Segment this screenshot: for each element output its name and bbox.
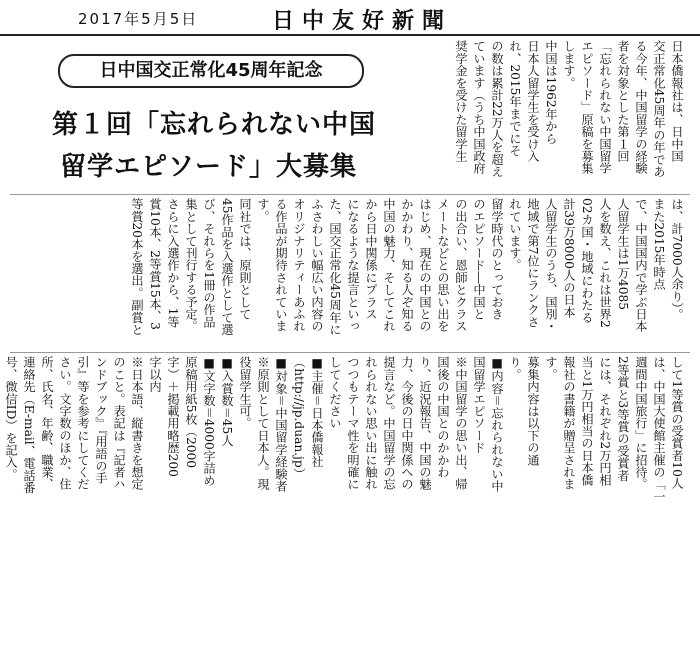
article-column: る作品が期待されていま	[274, 198, 288, 333]
article-column: になるような提言といっ	[346, 198, 360, 333]
article-column: ふさわしい幅広い内容の	[310, 198, 324, 333]
article-column: の出合い、恩師とクラス	[454, 198, 468, 333]
article-column: 中国の魅力、そしてこれ	[382, 198, 396, 333]
article-column: す。	[544, 356, 558, 381]
article-column: から日中関係にプラス	[364, 198, 378, 320]
article-column: れられない思い出に触れ	[364, 356, 378, 491]
article-column: 力、今後の日中関係への	[400, 356, 414, 491]
article-column: 引』等を参考にしてくだ	[76, 356, 90, 491]
article-column: は、中国大使館主催の「一	[652, 356, 666, 503]
article-column: 週間中国旅行」に招待。	[634, 356, 648, 491]
article-column: 報社の書籍が贈呈されま	[562, 356, 576, 491]
article-column: 提言など。中国留学の忘	[382, 356, 396, 491]
article-column: のこと。表記は『記者ハ	[112, 356, 126, 491]
article-column: 日本僑報社は、日中国	[670, 40, 684, 162]
article-column: で、中国国内で学ぶ日本	[634, 198, 648, 333]
article-column: ■文字数＝4000字詰め	[202, 356, 216, 487]
article-middle-columns	[1, 198, 686, 348]
article-column: れ、2015年までにそ	[508, 40, 522, 157]
article-column: り、近況報告、中国の魅	[418, 356, 432, 491]
article-column: 字以内	[148, 356, 162, 393]
article-column: ■内容＝忘れられない中	[490, 356, 504, 492]
article-column: 役留学生可。	[238, 356, 252, 430]
article-column: ■入賞数＝45人	[220, 356, 234, 447]
article-column: 集として刊行する予定。	[184, 198, 198, 333]
article-column: します。	[562, 40, 576, 89]
article-column: は、計7000人余り）。	[670, 198, 684, 321]
article-column: ※原則として日本人。現	[256, 356, 270, 491]
article-column: つつもテーマ性を明確に	[346, 356, 360, 491]
article-column: 等賞20本を選出。副賞と	[130, 198, 144, 336]
masthead	[0, 0, 700, 36]
article-column: 人留学生は1万4085	[616, 198, 630, 310]
article-column: す。	[256, 198, 270, 223]
article-column: さらに入選作から、1等	[166, 198, 180, 328]
article-column: はじめ、現在の中国との	[418, 198, 432, 333]
article-column: 募集内容は以下の通	[526, 356, 540, 466]
article-column: ※日本語、縦書きを想定	[130, 356, 144, 491]
article-column: 奨学金を受けた留学生	[454, 40, 468, 162]
row-divider	[10, 352, 690, 353]
article-column: 45作品を入選作として選	[220, 198, 234, 336]
article-column: 当と1万円相当の日本僑	[580, 356, 594, 486]
article-column: び、それらを1冊の作品	[202, 198, 216, 328]
headline-title-line2: 留学エピソード」大募集	[60, 152, 358, 182]
article-column: かかわり、知る人ぞ知る	[400, 198, 414, 333]
article-column: 人を数え、これは世界2	[598, 198, 612, 328]
article-column: のエピソード―中国と	[472, 198, 486, 320]
article-column: 中国は1962年から	[544, 40, 558, 145]
article-column: 同社では、原則として	[238, 198, 252, 320]
article-column: 国留学エピソード	[472, 356, 486, 454]
article-column: 地域で第7位にランクさ	[526, 198, 540, 328]
article-column: る今年、中国留学の経験	[634, 40, 648, 175]
article-column: してください	[328, 356, 342, 430]
article-column: には、それぞれ2万円相	[598, 356, 612, 486]
headline-title-line1: 第１回「忘れられない中国	[52, 110, 377, 140]
issue-date: 2017年5月5日	[78, 10, 199, 28]
article-column: の数は累計22万人を超え	[490, 40, 504, 178]
article-column: また2015年時点	[652, 198, 666, 291]
article-bottom-columns	[1, 356, 686, 636]
article-column: さい。文字数のほか、住	[58, 356, 72, 491]
article-column: 2等賞と3等賞の受賞者	[616, 356, 630, 482]
article-column: 所、氏名、年齢、職業、	[40, 356, 54, 491]
article-column: た、国交正常化45周年に	[328, 198, 342, 336]
article-column: ています（うち中国政府	[472, 40, 486, 175]
article-column: れています。	[508, 198, 522, 272]
article-column: 交正常化45周年の年であ	[652, 40, 666, 178]
article-column: 者を対象とした第１回	[616, 40, 630, 162]
article-column: 日本人留学生を受け入	[526, 40, 540, 162]
headline-block	[40, 48, 385, 193]
article-column: 賞10本、2等賞15本、3	[148, 198, 162, 330]
article-column: り。	[508, 356, 522, 381]
article-column: 「忘れられない中国留学	[598, 40, 612, 175]
article-column: して1等賞の受賞者10人	[670, 356, 684, 490]
row-divider	[10, 194, 690, 195]
article-column: 字）＋掲載用略歴200	[166, 356, 180, 477]
article-column: ■主催＝日本僑報社	[310, 356, 324, 468]
article-column: 留学時代のとっておき	[490, 198, 504, 320]
article-column: 原稿用紙5枚（2000	[184, 356, 198, 468]
article-column: 計39万8000人の日本	[562, 198, 576, 318]
article-column: オリジナリティーあふれ	[292, 198, 306, 333]
article-column: （http://jp.duan.jp）	[292, 356, 306, 480]
article-column: 国後の中国とのかかわ	[436, 356, 450, 478]
article-column: ■対象＝中国留学経験者	[274, 356, 288, 492]
anniversary-banner: 日中国交正常化45周年記念	[58, 54, 364, 88]
article-column: 連絡先（E-mail、電話番	[22, 356, 36, 494]
article-column: ※中国留学の思い出、帰	[454, 356, 468, 491]
article-column: 02カ国・地域にわたる	[580, 198, 594, 324]
article-column: ンドブック』『用語の手	[94, 356, 108, 485]
article-top-columns	[386, 40, 686, 188]
article-column: 人留学生のうち、国別・	[544, 198, 558, 333]
article-column: 号、微信ID）を記入。	[4, 356, 18, 481]
article-column: エピソード」原稿を募集	[580, 40, 594, 175]
newspaper-title: 日中友好新聞	[272, 9, 453, 34]
article-column: メートなどとの思い出を	[436, 198, 450, 333]
